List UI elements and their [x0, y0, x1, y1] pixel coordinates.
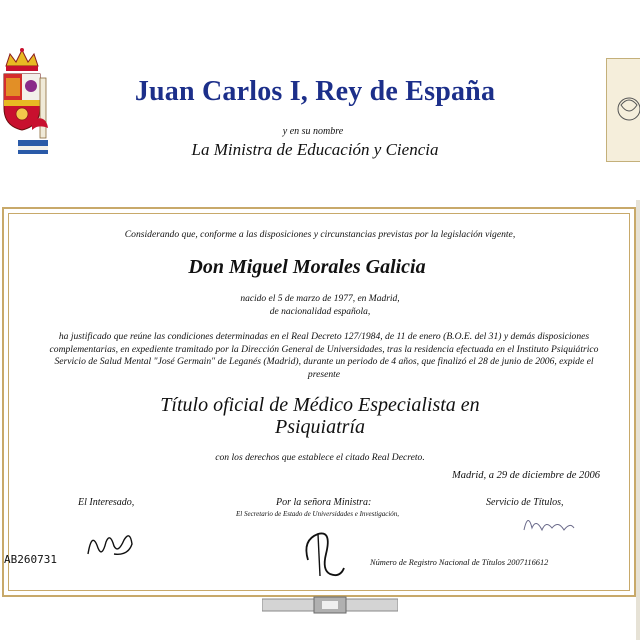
considerando-text: Considerando que, conforme a las disposiciones y circunstancias previstas por la legislación vigente, [124, 229, 516, 240]
servicio-titulos-label: Servicio de Títulos, [486, 497, 564, 508]
interesado-signature [84, 524, 136, 560]
justification-line: complementarias, en expediente tramitado por la Dirección General de Universidades, tras la residencia efectuada en el Instituto Psiquiátrico [49, 343, 599, 355]
bottom-ornament-icon [262, 596, 398, 614]
seal-emblem-icon [607, 59, 640, 163]
birth-date-line: nacido el 5 de marzo de 1977, en Madrid, [240, 294, 400, 304]
rights-text: con los derechos que establece el citado Real Decreto. [215, 452, 425, 463]
justification-paragraph [26, 331, 622, 381]
degree-title-line: Título oficial de Médico Especialista en [160, 394, 480, 416]
ministra-heading: La Ministra de Educación y Ciencia [191, 140, 439, 159]
servicio-signature [520, 508, 576, 538]
issue-date: Madrid, a 29 de diciembre de 2006 [452, 470, 601, 481]
watermark-seal-panel [606, 58, 640, 162]
ministra-signature [300, 520, 346, 580]
page-title: Juan Carlos I, Rey de España [134, 76, 496, 107]
degree-specialty: Psiquiatría [274, 416, 365, 438]
recipient-name: Don Miguel Morales Galicia [188, 256, 426, 278]
interesado-label: El Interesado, [78, 497, 135, 508]
secretario-text: El Secretario de Estado de Universidades e Investigación, [236, 510, 400, 518]
serial-number: AB260731 [4, 553, 57, 566]
justification-line: presente [307, 368, 341, 380]
registry-number: Número de Registro Nacional de Títulos 2007116612 [370, 558, 549, 567]
ministra-signature-label: Por la señora Ministra: [276, 497, 372, 508]
birth-info [0, 293, 640, 319]
justification-line: Servicio de Salud Mental "José Germain" de Leganés (Madrid), durante un periodo de 4 años, que finalizó el 28 de junio de 2006, expide el [54, 356, 594, 367]
degree-title [0, 394, 640, 438]
nationality-line: de nacionalidad española, [269, 307, 371, 317]
en-su-nombre-text: y en su nombre [282, 126, 344, 137]
justification-line: ha justificado que reúne las condiciones determinadas en el Real Decreto 127/1984, de 11 de enero (B.O.E. del 31) y demás disposiciones [58, 331, 590, 342]
